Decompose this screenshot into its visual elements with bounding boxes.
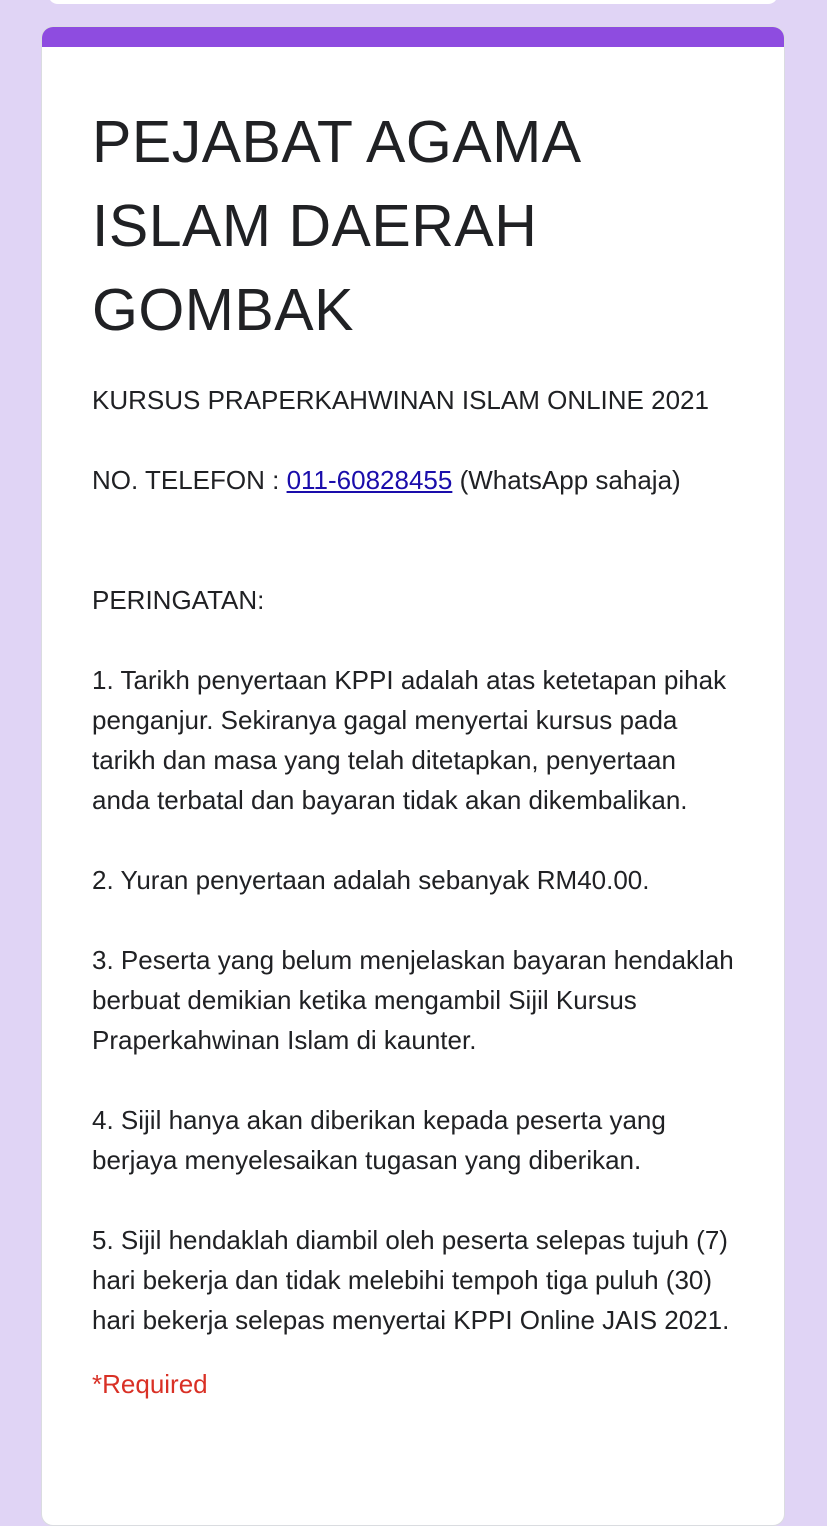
- rule-item: 3. Peserta yang belum menjelaskan bayaran hendaklah berbuat demikian ketika mengambil Sijil Kursus Praperkahwinan Islam di kaunter.: [92, 945, 734, 1055]
- rule-item: 4. Sijil hanya akan diberikan kepada peserta yang berjaya menyelesaikan tugasan yang diberikan.: [92, 1105, 666, 1175]
- form-subtitle: KURSUS PRAPERKAHWINAN ISLAM ONLINE 2021: [92, 385, 709, 415]
- form-title: [92, 100, 734, 352]
- warning-heading: PERINGATAN:: [92, 585, 265, 615]
- phone-link[interactable]: 011-60828455: [286, 465, 453, 495]
- rule-item: 2. Yuran penyertaan adalah sebanyak RM40.00.: [92, 865, 650, 895]
- rule-item: 1. Tarikh penyertaan KPPI adalah atas ketetapan pihak penganjur. Sekiranya gagal menyertai kursus pada tarikh dan masa yang telah ditetapkan, penyertaan anda terbatal dan bayaran tidak akan dikembalikan.: [92, 665, 727, 815]
- form-title-line: PEJABAT AGAMA: [92, 109, 582, 175]
- form-title-line: ISLAM DAERAH: [92, 193, 538, 259]
- phone-prefix: NO. TELEFON :: [92, 465, 287, 495]
- phone-suffix: (WhatsApp sahaja): [452, 465, 681, 495]
- card-body: [42, 47, 784, 1404]
- phone-line: [92, 460, 734, 500]
- form-header-card: [41, 26, 785, 1526]
- previous-card-edge: [48, 0, 778, 4]
- form-title-line: GOMBAK: [92, 277, 354, 343]
- required-note: *Required: [92, 1369, 208, 1399]
- form-description: [92, 380, 734, 1340]
- rule-item: 5. Sijil hendaklah diambil oleh peserta selepas tujuh (7) hari bekerja dan tidak melebihi tempoh tiga puluh (30) hari bekerja selepas menyertai KPPI Online JAIS 2021.: [92, 1225, 730, 1335]
- card-accent-bar: [42, 27, 784, 47]
